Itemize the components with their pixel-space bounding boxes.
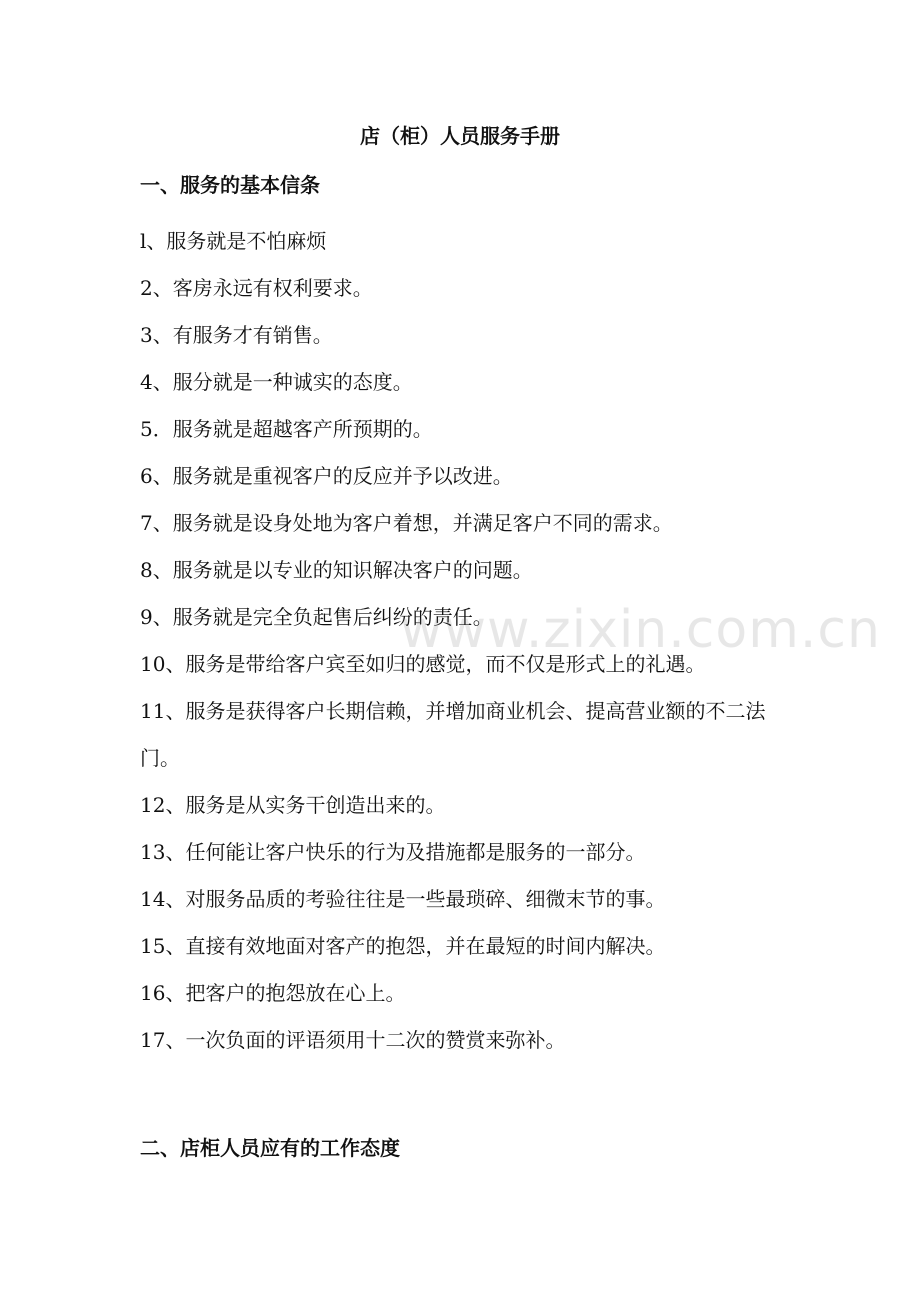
- beliefs-list: [140, 218, 790, 1064]
- list-item: 17、一次负面的评语须用十二次的赞赏来弥补。: [140, 1028, 566, 1052]
- list-item: l、服务就是不怕麻烦: [140, 229, 327, 253]
- list-item: 2、客房永远有权利要求。: [140, 276, 373, 300]
- list-item: 5．服务就是超越客产所预期的。: [140, 417, 433, 441]
- list-item: 13、任何能让客户快乐的行为及措施都是服务的一部分。: [140, 840, 646, 864]
- list-item: 3、有服务才有销售。: [140, 323, 333, 347]
- list-item: 15、直接有效地面对客产的抱怨，并在最短的时间内解决。: [140, 934, 666, 958]
- list-item: 7、服务就是设身处地为客户着想，并满足客户不同的需求。: [140, 511, 673, 535]
- list-item: 11、服务是获得客户长期信赖，并增加商业机会、提高营业额的不二法门。: [140, 699, 766, 770]
- list-item: 10、服务是带给客户宾至如归的感觉，而不仅是形式上的礼遇。: [140, 652, 706, 676]
- watermark: www.zixin.com.cn: [400, 600, 881, 660]
- list-item: 9、服务就是完全负起售后纠纷的责任。: [140, 605, 493, 629]
- list-item: 6、服务就是重视客户的反应并予以改进。: [140, 464, 513, 488]
- list-item: 8、服务就是以专业的知识解决客户的问题。: [140, 558, 533, 582]
- list-item: 14、对服务品质的考验往往是一些最琐碎、细微末节的事。: [140, 887, 666, 911]
- list-item: 16、把客户的抱怨放在心上。: [140, 981, 406, 1005]
- section-heading-work-attitude: 二、店柜人员应有的工作态度: [140, 1136, 400, 1160]
- list-item: 4、服分就是一种诚实的态度。: [140, 370, 413, 394]
- document-title: 店（柜）人员服务手册: [360, 124, 560, 148]
- list-item: 12、服务是从实务干创造出来的。: [140, 793, 446, 817]
- section-heading-basic-beliefs: 一、服务的基本信条: [140, 173, 320, 197]
